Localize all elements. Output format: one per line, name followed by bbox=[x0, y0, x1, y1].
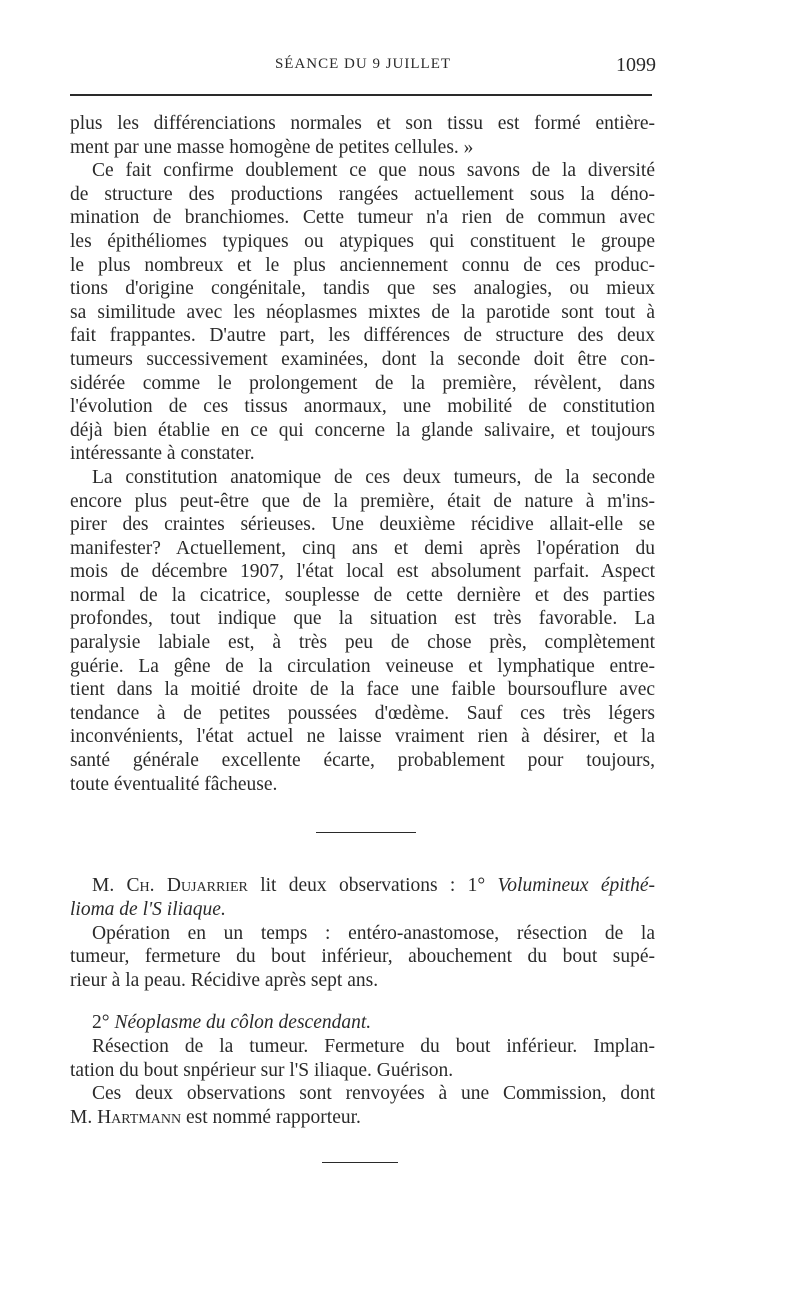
text-line: pirer des craintes sérieuses. Une deuxième récidive allait-elle se bbox=[70, 514, 655, 536]
section-branchiome-conclusion bbox=[70, 112, 655, 796]
author-prefix: M. bbox=[92, 875, 127, 896]
text-line: les épithéliomes typiques ou atypiques qui constituent le groupe bbox=[70, 230, 655, 252]
intro-verb: lit deux observations : 1° bbox=[247, 875, 498, 896]
text-line: Ces deux observations sont renvoyées à une Commission, dont bbox=[92, 1083, 655, 1105]
text-line: inconvénients, l'état actuel ne laisse vraiment rien à désirer, et la bbox=[70, 726, 655, 748]
text-line: guérie. La gêne de la circulation veineuse et lymphatique entre- bbox=[70, 655, 655, 677]
section-dujarrier-observations bbox=[70, 874, 655, 1130]
text-line bbox=[70, 874, 655, 898]
text-line: rieur à la peau. Récidive après sept ans. bbox=[70, 970, 379, 992]
text-line: normal de la cicatrice, souplesse de cette dernière et des parties bbox=[70, 584, 655, 606]
text-line bbox=[70, 1106, 655, 1130]
text-line: mination de branchiomes. Cette tumeur n'a rien de commun avec bbox=[70, 207, 655, 229]
rapporteur-name: Hartmann bbox=[97, 1107, 182, 1129]
text-line: plus les différenciations normales et son tissu est formé entière- bbox=[70, 113, 655, 134]
text-line: fait frappantes. D'autre part, les différences de structure des deux bbox=[70, 325, 655, 347]
rapporteur-prefix: M. bbox=[70, 1107, 98, 1129]
text-line: Ce fait confirme doublement ce que nous savons de la diversité bbox=[92, 160, 655, 182]
text-line: tumeur, fermeture du bout inférieur, abouchement du bout supé- bbox=[70, 946, 655, 968]
text-line: La constitution anatomique de ces deux tumeurs, de la seconde bbox=[92, 466, 655, 488]
text-line: l'évolution de ces tissus anormaux, une mobilité de constitution bbox=[70, 396, 655, 418]
text-line: tions d'origine congénitale, tandis que ses analogies, ou mieux bbox=[70, 278, 655, 300]
text-line: santé générale excellente écarte, probablement pour toujours, bbox=[70, 750, 655, 772]
text-line: de structure des productions rangées actuellement sous la déno- bbox=[70, 183, 655, 205]
observation-title: lioma de l'S iliaque. bbox=[70, 898, 226, 920]
text-line: Opération en un temps : entéro-anastomose, résection de la bbox=[92, 922, 655, 944]
text-line: toute éventualité fâcheuse. bbox=[70, 773, 278, 795]
text-line: sidérée comme le prolongement de la première, révèlent, dans bbox=[70, 372, 655, 394]
text-line: sa similitude avec les néoplasmes mixtes de la parotide sont tout à bbox=[70, 301, 655, 323]
text-line: tendance à de petites poussées d'œdème. Sauf ces très légers bbox=[70, 702, 655, 724]
text-line: Résection de la tumeur. Fermeture du bout inférieur. Implan- bbox=[92, 1035, 655, 1057]
page-number: 1099 bbox=[616, 54, 656, 76]
running-title: SÉANCE DU 9 JUILLET bbox=[274, 56, 452, 72]
text-line: déjà bien établie en ce qui concerne la glande salivaire, et toujours bbox=[70, 419, 655, 441]
section-separator bbox=[316, 832, 416, 833]
end-separator bbox=[322, 1162, 398, 1163]
header-rule bbox=[70, 94, 652, 96]
observation-number: 2° bbox=[92, 1011, 115, 1033]
text-line: ment par une masse homogène de petites cellules. » bbox=[70, 136, 474, 158]
text-line: mois de décembre 1907, l'état local est absolument parfait. Aspect bbox=[70, 561, 655, 583]
text-line: intéressante à constater. bbox=[70, 443, 255, 465]
page-header bbox=[70, 56, 656, 86]
text-line: profondes, tout indique que la situation est très favorable. La bbox=[70, 608, 655, 630]
text-line: manifester? Actuellement, cinq ans et demi après l'opération du bbox=[70, 537, 655, 559]
text-line bbox=[70, 1011, 655, 1035]
text-line: tation du bout snpérieur sur l'S iliaque. Guérison. bbox=[70, 1059, 454, 1081]
rapporteur-suffix: est nommé rapporteur. bbox=[181, 1107, 361, 1129]
text-line: paralysie labiale est, à très peu de chose près, complètement bbox=[70, 632, 655, 654]
text-line: encore plus peut-être que de la première, était de nature à m'ins- bbox=[70, 490, 655, 512]
text-line: tumeurs successivement examinées, dont la seconde doit être con- bbox=[70, 348, 655, 370]
text-line: tient dans la moitié droite de la face une faible boursouflure avec bbox=[70, 679, 655, 701]
author-name: Ch. Dujarrier bbox=[126, 875, 248, 896]
observation-title: Néoplasme du côlon descendant. bbox=[114, 1011, 372, 1033]
observation-title: Volumineux épithé- bbox=[497, 875, 655, 896]
text-line: le plus nombreux et le plus anciennement connu de ces produc- bbox=[70, 254, 655, 276]
